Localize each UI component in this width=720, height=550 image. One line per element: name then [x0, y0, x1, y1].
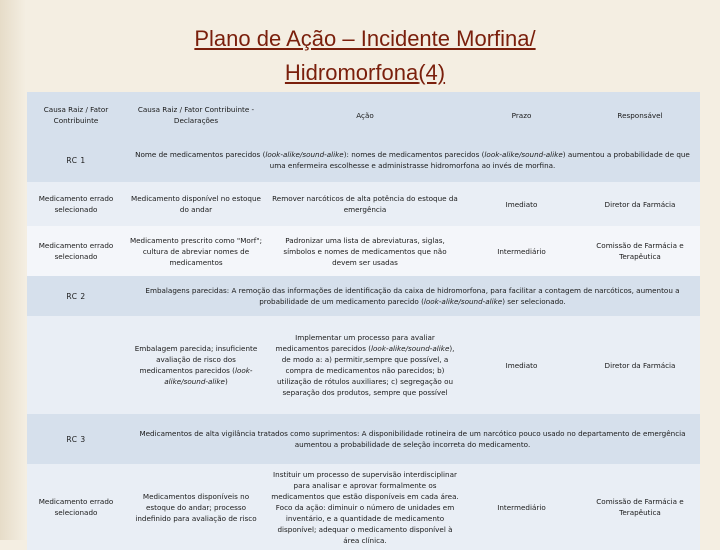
declaration-text-b: ): [224, 377, 228, 386]
action-text-italic: look-alike/sound-alike: [371, 344, 450, 353]
rc1-text-italic: look-alike/sound-alike: [265, 150, 344, 159]
cell-declaration: Medicamento prescrito como "Morf"; cultura de abreviar nomes de medicamentos: [125, 226, 267, 276]
cell-action: [267, 316, 463, 414]
action-text-b: ), de modo a: a) permitir,sempre que possível, a compra de medicamentos não parecidos; b) utilização de rótulos auxiliares; c) segregação ou separação dos produtos, sempre que possível: [276, 344, 455, 397]
cell-action: Instituir um processo de supervisão interdisciplinar para analisar e aprovar formalmente os medicamentos que estão disponíveis em cada área. Foco da ação: diminuir o número de unidades em inventário, e a quantidade de medicamento disponível; adequar o medicamento disponível à área clínica.: [267, 464, 463, 550]
table-row: [27, 182, 700, 226]
rc1-description: [125, 138, 700, 182]
title-line-2-main: Hidromorfona: [284, 60, 419, 85]
table-row: [27, 226, 700, 276]
rc2-text-a: Embalagens parecidas: A remoção das informações de identificação da caixa de hidromorfona, para facilitar a contagem de narcóticos, aumentou a probabilidade de um medicamento parecido (: [145, 286, 680, 306]
table-row: [27, 464, 700, 550]
rc1-text-italic-2: look-alike/sound-alike: [484, 150, 563, 159]
rc2-text-b: ) ser selecionado.: [502, 297, 566, 306]
cell-cause: Medicamento errado selecionado: [27, 182, 125, 226]
rc2-label: RC 2: [27, 276, 125, 316]
cell-deadline: Intermediário: [463, 464, 580, 550]
table-header-row: [27, 92, 700, 138]
cell-declaration: [125, 316, 267, 414]
cell-cause: Medicamento errado selecionado: [27, 464, 125, 550]
left-gradient-strip: [0, 0, 26, 540]
cell-declaration: Medicamentos disponíveis no estoque do andar; processo indefinido para avaliação de risco: [125, 464, 267, 550]
rc1-text-a: Nome de medicamentos parecidos (: [135, 150, 266, 159]
declaration-text-italic: look-alike/sound-alike: [164, 366, 253, 386]
cell-cause: Medicamento errado selecionado: [27, 226, 125, 276]
declaration-text-a: Embalagem parecida; insuficiente avaliação de risco dos medicamentos parecidos (: [134, 344, 258, 375]
cell-cause: [27, 316, 125, 414]
action-text-a: Implementar um processo para avaliar medicamentos parecidos (: [275, 333, 435, 353]
header-deadline: Prazo: [463, 92, 580, 138]
rc1-text-b: ): nomes de medicamentos parecidos (: [343, 150, 485, 159]
table-row: [27, 316, 700, 414]
header-responsible: Responsável: [580, 92, 700, 138]
header-cause-declarations: Causa Raiz / Fator Contribuinte - Declarações: [125, 92, 267, 138]
rc3-row: [27, 414, 700, 464]
rc2-row: [27, 276, 700, 316]
cell-responsible: Comissão de Farmácia e Terapêutica: [580, 464, 700, 550]
rc1-row: [27, 138, 700, 182]
title-line-2-suffix: (4): [418, 60, 446, 85]
header-action: Ação: [267, 92, 463, 138]
rc2-description: [125, 276, 700, 316]
header-cause: Causa Raiz / Fator Contribuinte: [27, 92, 125, 138]
cell-responsible: Diretor da Farmácia: [580, 182, 700, 226]
cell-action: Remover narcóticos de alta potência do estoque da emergência: [267, 182, 463, 226]
rc3-label: RC 3: [27, 414, 125, 464]
title-line-1: Plano de Ação – Incidente Morfina/: [194, 26, 536, 51]
cell-deadline: Intermediário: [463, 226, 580, 276]
cell-deadline: Imediato: [463, 316, 580, 414]
rc3-description: Medicamentos de alta vigilância tratados como suprimentos: A disponibilidade rotineira de um narcótico pouco usado no departamento de emergência aumentou a probabilidade de seleção incorreta do medicamento.: [125, 414, 700, 464]
rc1-label: RC 1: [27, 138, 125, 182]
rc1-text-c: ) aumentou a probabilidade de que uma enfermeira escolhesse e administrasse hidromorfona ao invés de morfina.: [269, 150, 690, 170]
cell-responsible: Comissão de Farmácia e Terapêutica: [580, 226, 700, 276]
action-plan-table: [27, 92, 700, 550]
cell-deadline: Imediato: [463, 182, 580, 226]
cell-declaration: Medicamento disponível no estoque do andar: [125, 182, 267, 226]
cell-responsible: Diretor da Farmácia: [580, 316, 700, 414]
cell-action: Padronizar uma lista de abreviaturas, siglas, símbolos e nomes de medicamentos que não devem ser usadas: [267, 226, 463, 276]
rc2-text-italic: look-alike/sound-alike: [423, 297, 503, 306]
page-title: [130, 22, 600, 90]
title-line-2: [130, 56, 600, 90]
